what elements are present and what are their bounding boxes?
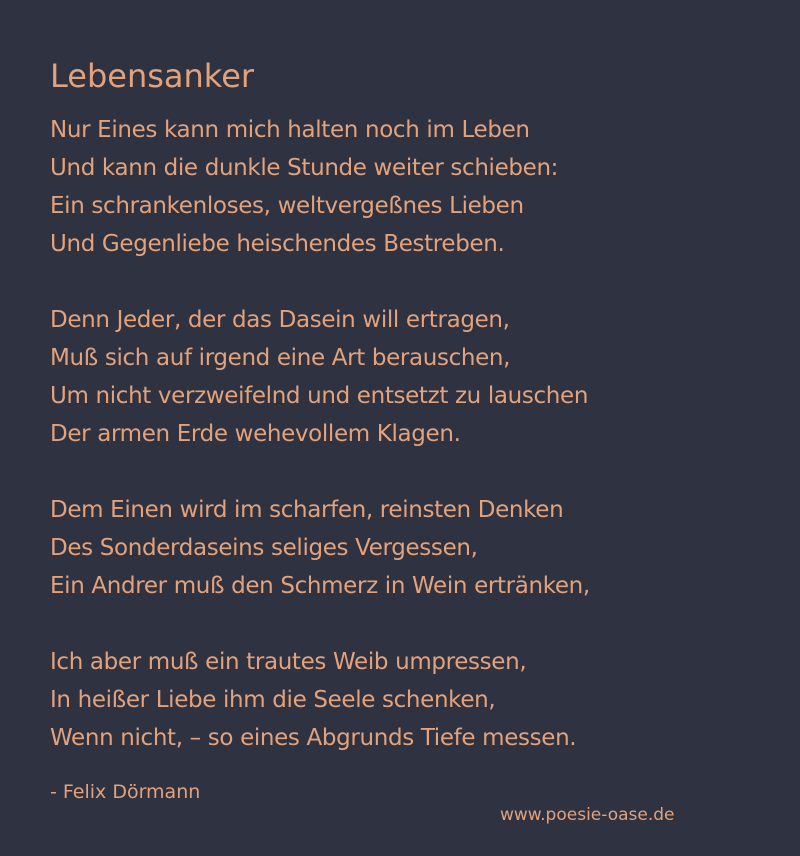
poem-line: Der armen Erde wehevollem Klagen. — [50, 421, 461, 447]
poem-line: Nur Eines kann mich halten noch im Leben — [50, 117, 530, 143]
poem-line: Muß sich auf irgend eine Art berauschen, — [50, 345, 511, 371]
poem-body — [50, 111, 770, 795]
poem-line: Ein schrankenloses, weltvergeßnes Lieben — [50, 193, 524, 219]
stanza-2 — [50, 301, 770, 453]
poem-line: Und Gegenliebe heischendes Bestreben. — [50, 231, 505, 257]
poem-title: Lebensanker — [50, 57, 255, 95]
stanza-1 — [50, 111, 770, 263]
poem-line: Des Sonderdaseins seliges Vergessen, — [50, 535, 478, 561]
poem-author: - Felix Dörmann — [50, 781, 201, 803]
poem-line: Ich aber muß ein trautes Weib umpressen, — [50, 649, 527, 675]
poem-line: Und kann die dunkle Stunde weiter schieben: — [50, 155, 559, 181]
poem-line: Ein Andrer muß den Schmerz in Wein ertränken, — [50, 573, 590, 599]
poem-line: Um nicht verzweifelnd und entsetzt zu lauschen — [50, 383, 589, 409]
poem-line: Dem Einen wird im scharfen, reinsten Denken — [50, 497, 564, 523]
poem-line: Wenn nicht, – so eines Abgrunds Tiefe messen. — [50, 725, 577, 751]
website-credit: www.poesie-oase.de — [500, 805, 675, 825]
poem-line: Denn Jeder, der das Dasein will ertragen, — [50, 307, 510, 333]
stanza-3 — [50, 491, 770, 605]
poem-line: In heißer Liebe ihm die Seele schenken, — [50, 687, 496, 713]
stanza-4 — [50, 643, 770, 757]
